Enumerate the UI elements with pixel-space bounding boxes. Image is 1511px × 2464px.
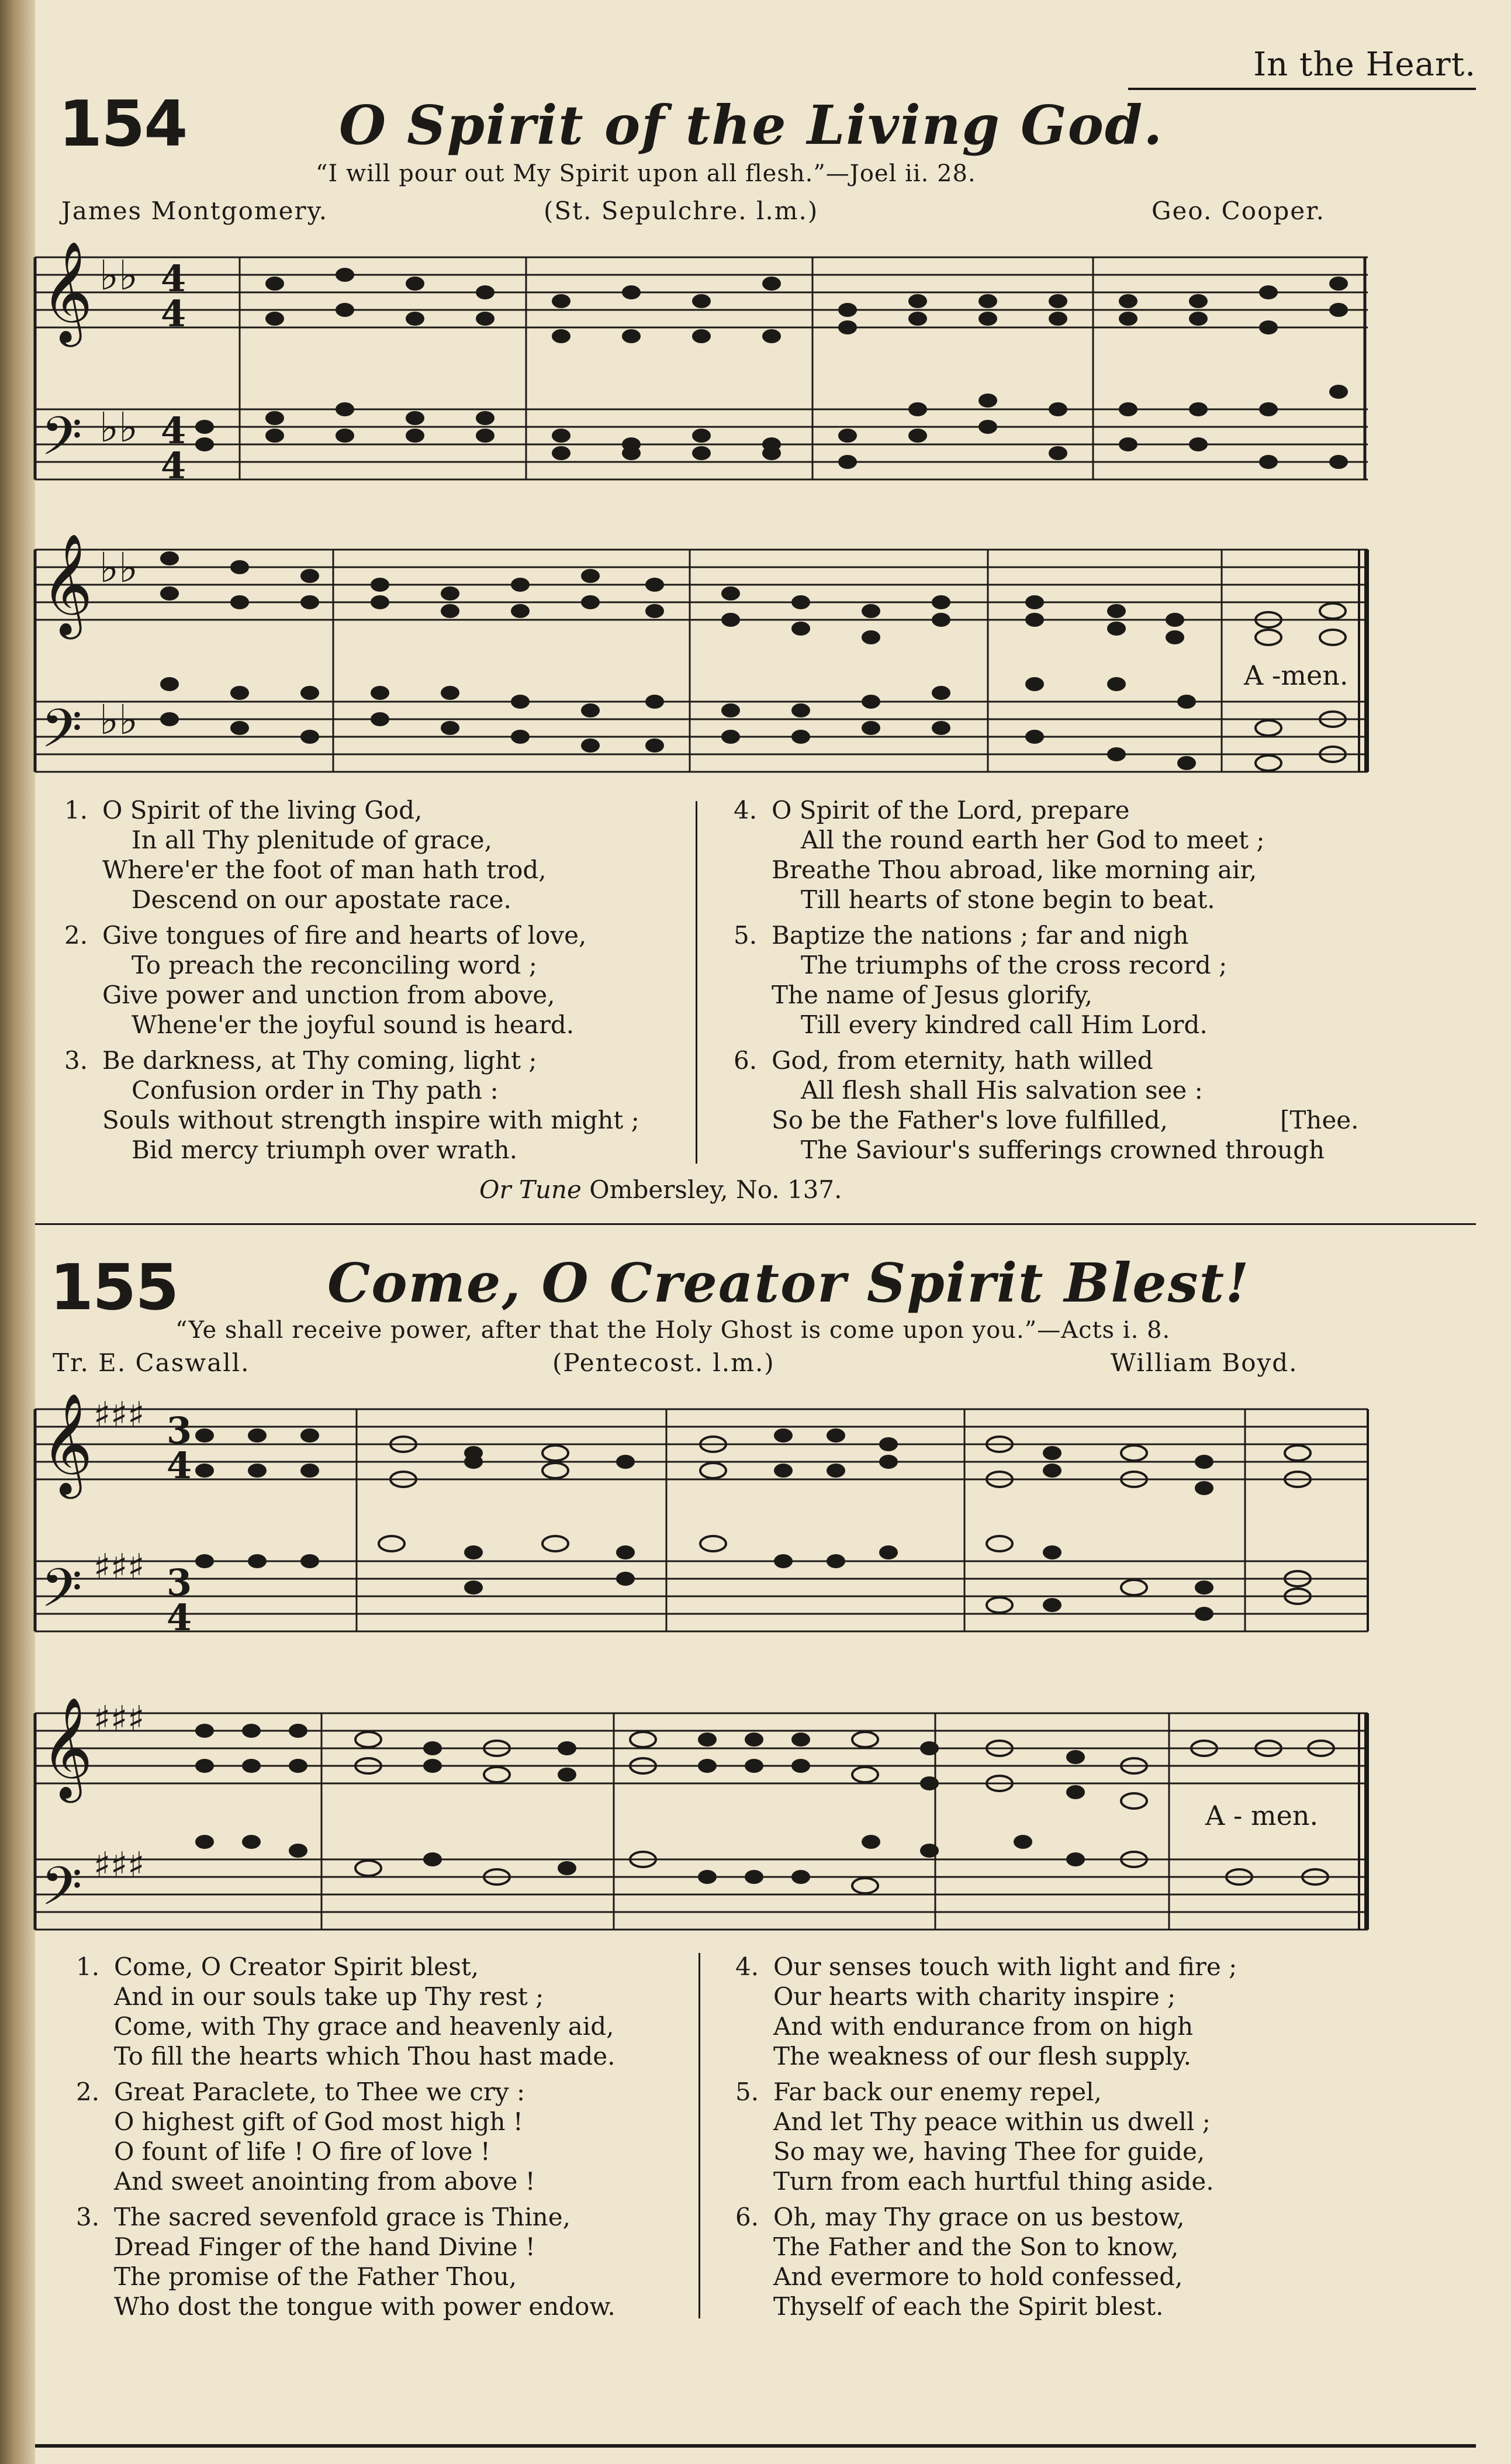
hymn-author: Tr. E. Caswall. [53, 1348, 250, 1377]
hymn-epigraph: “Ye shall receive power, after that the Holy Ghost is come upon you.”—Acts i. 8. [175, 1317, 1171, 1344]
hymn-epigraph: “I will pour out My Spirit upon all flesh.”—Joel ii. 28. [316, 160, 976, 187]
score-svg [29, 234, 1374, 795]
flat-icon: ♭♭ [99, 403, 139, 451]
flat-icon: ♭♭ [99, 251, 139, 299]
clefs [41, 241, 186, 772]
note-heads-bass-sys2 [160, 677, 1196, 770]
hymn-separator [35, 1223, 1476, 1225]
stanza-5: 5. Baptize the nations ; far and nigh The triumphs of the cross record ; The name of Jesus glorify, Till every kindred call Him Lord. [734, 921, 1228, 1039]
hymn-composer: Geo. Cooper. [1152, 196, 1325, 225]
svg-text:4: 4 [161, 257, 186, 300]
hymn-number: 154 [58, 88, 187, 161]
svg-text:4: 4 [161, 444, 186, 487]
svg-text:3: 3 [167, 1409, 192, 1452]
hymn-title: O Spirit of the Living God. [339, 94, 1164, 157]
page-bottom-rule [35, 2444, 1476, 2448]
amen-label: A -men. [1244, 660, 1349, 691]
stanza-4: 4. Our senses touch with light and fire ; Our hearts with charity inspire ; And with endurance from on high The weakness of our flesh supply. [735, 1952, 1237, 2070]
stanza-1: 1. O Spirit of the living God, In all Thy plenitude of grace, Where'er the foot of man hath trod, Descend on our apostate race. [64, 796, 547, 914]
treble-clef-icon: 𝄞 [41, 533, 93, 635]
stanza-4: 4. O Spirit of the Lord, prepare All the round earth her God to meet ; Breathe Thou abroad, like morning air, Till hearts of stone begin to beat. [734, 796, 1265, 914]
sharp-icon: ♯♯♯ [94, 1395, 145, 1435]
clefs [41, 1393, 192, 1930]
svg-text:4: 4 [167, 1596, 192, 1639]
hymn-author: James Montgomery. [61, 196, 329, 225]
amen-label: A - men. [1205, 1800, 1319, 1831]
bass-clef-icon: 𝄢 [41, 405, 82, 480]
stanza-3: 3. The sacred sevenfold grace is Thine, Dread Finger of the hand Divine ! The promise of the Father Thou, Who dost the tongue with power endow. [76, 2203, 616, 2321]
svg-text:4: 4 [167, 1444, 192, 1487]
hymn-composer: William Boyd. [1111, 1348, 1298, 1377]
hymn-tune: (St. Sepulchre. l.m.) [544, 196, 819, 225]
music-score-154 [29, 234, 1374, 795]
stanza-2: 2. Give tongues of fire and hearts of love, To preach the reconciling word ; Give power and unction from above, Whene'er the joyful sound is heard. [64, 921, 587, 1039]
flat-icon: ♭♭ [99, 696, 139, 744]
stanza-1: 1. Come, O Creator Spirit blest, And in our souls take up Thy rest ; Come, with Thy grace and heavenly aid, To fill the hearts which Thou hast made. [76, 1952, 616, 2070]
flat-icon: ♭♭ [99, 544, 139, 592]
alternate-tune-note: Or Tune Ombersley, No. 137. [479, 1175, 842, 1204]
stanza-2: 2. Great Paraclete, to Thee we cry : O highest gift of God most high ! O fount of life ! O fire of love ! And sweet anointing from above ! [76, 2078, 535, 2196]
bass-clef-icon: 𝄢 [41, 1855, 82, 1930]
sharp-icon: ♯♯♯ [94, 1845, 145, 1886]
music-score-155 [29, 1386, 1374, 1947]
running-head: In the Heart. [1253, 46, 1476, 84]
svg-text:4: 4 [161, 409, 186, 452]
svg-text:4: 4 [161, 292, 186, 335]
note-heads [195, 1428, 1213, 1884]
staff-lines [35, 1409, 1368, 1930]
treble-clef-icon: 𝄞 [41, 1393, 93, 1495]
svg-text:3: 3 [167, 1561, 192, 1604]
sharp-icon: ♯♯♯ [94, 1547, 145, 1588]
column-divider [696, 801, 697, 1164]
note-heads [160, 268, 1348, 644]
column-divider [699, 1953, 700, 2318]
hymn-title: Come, O Creator Spirit Blest! [327, 1251, 1250, 1314]
stanza-3: 3. Be darkness, at Thy coming, light ; Confusion order in Thy path : Souls without strength inspire with might ; Bid mercy triumph over wrath. [64, 1046, 639, 1164]
bass-clef-icon: 𝄢 [41, 1557, 82, 1632]
running-head-rule [1128, 88, 1476, 90]
stanza-5: 5. Far back our enemy repel, And let Thy peace within us dwell ; So may we, having Thee for guide, Turn from each hurtful thing aside. [735, 2078, 1214, 2196]
sharp-icon: ♯♯♯ [94, 1699, 145, 1740]
hymn-number: 155 [50, 1251, 178, 1324]
stanza-6: 6. God, from eternity, hath willed All flesh shall His salvation see : So be the Father's love fulfilled, The Saviour's sufferings crowned through [734, 1046, 1325, 1164]
bass-clef-icon: 𝄢 [41, 698, 82, 772]
score-svg [29, 1386, 1374, 1947]
half-notes [355, 1437, 1334, 1893]
treble-clef-icon: 𝄞 [41, 1697, 93, 1799]
stanza-6-overflow: [Thee. [1280, 1106, 1359, 1134]
treble-clef-icon: 𝄞 [41, 241, 93, 343]
stanza-6: 6. Oh, may Thy grace on us bestow, The Father and the Son to know, And evermore to hold confessed, Thyself of each the Spirit blest. [735, 2203, 1185, 2321]
hymn-tune: (Pentecost. l.m.) [552, 1348, 775, 1377]
